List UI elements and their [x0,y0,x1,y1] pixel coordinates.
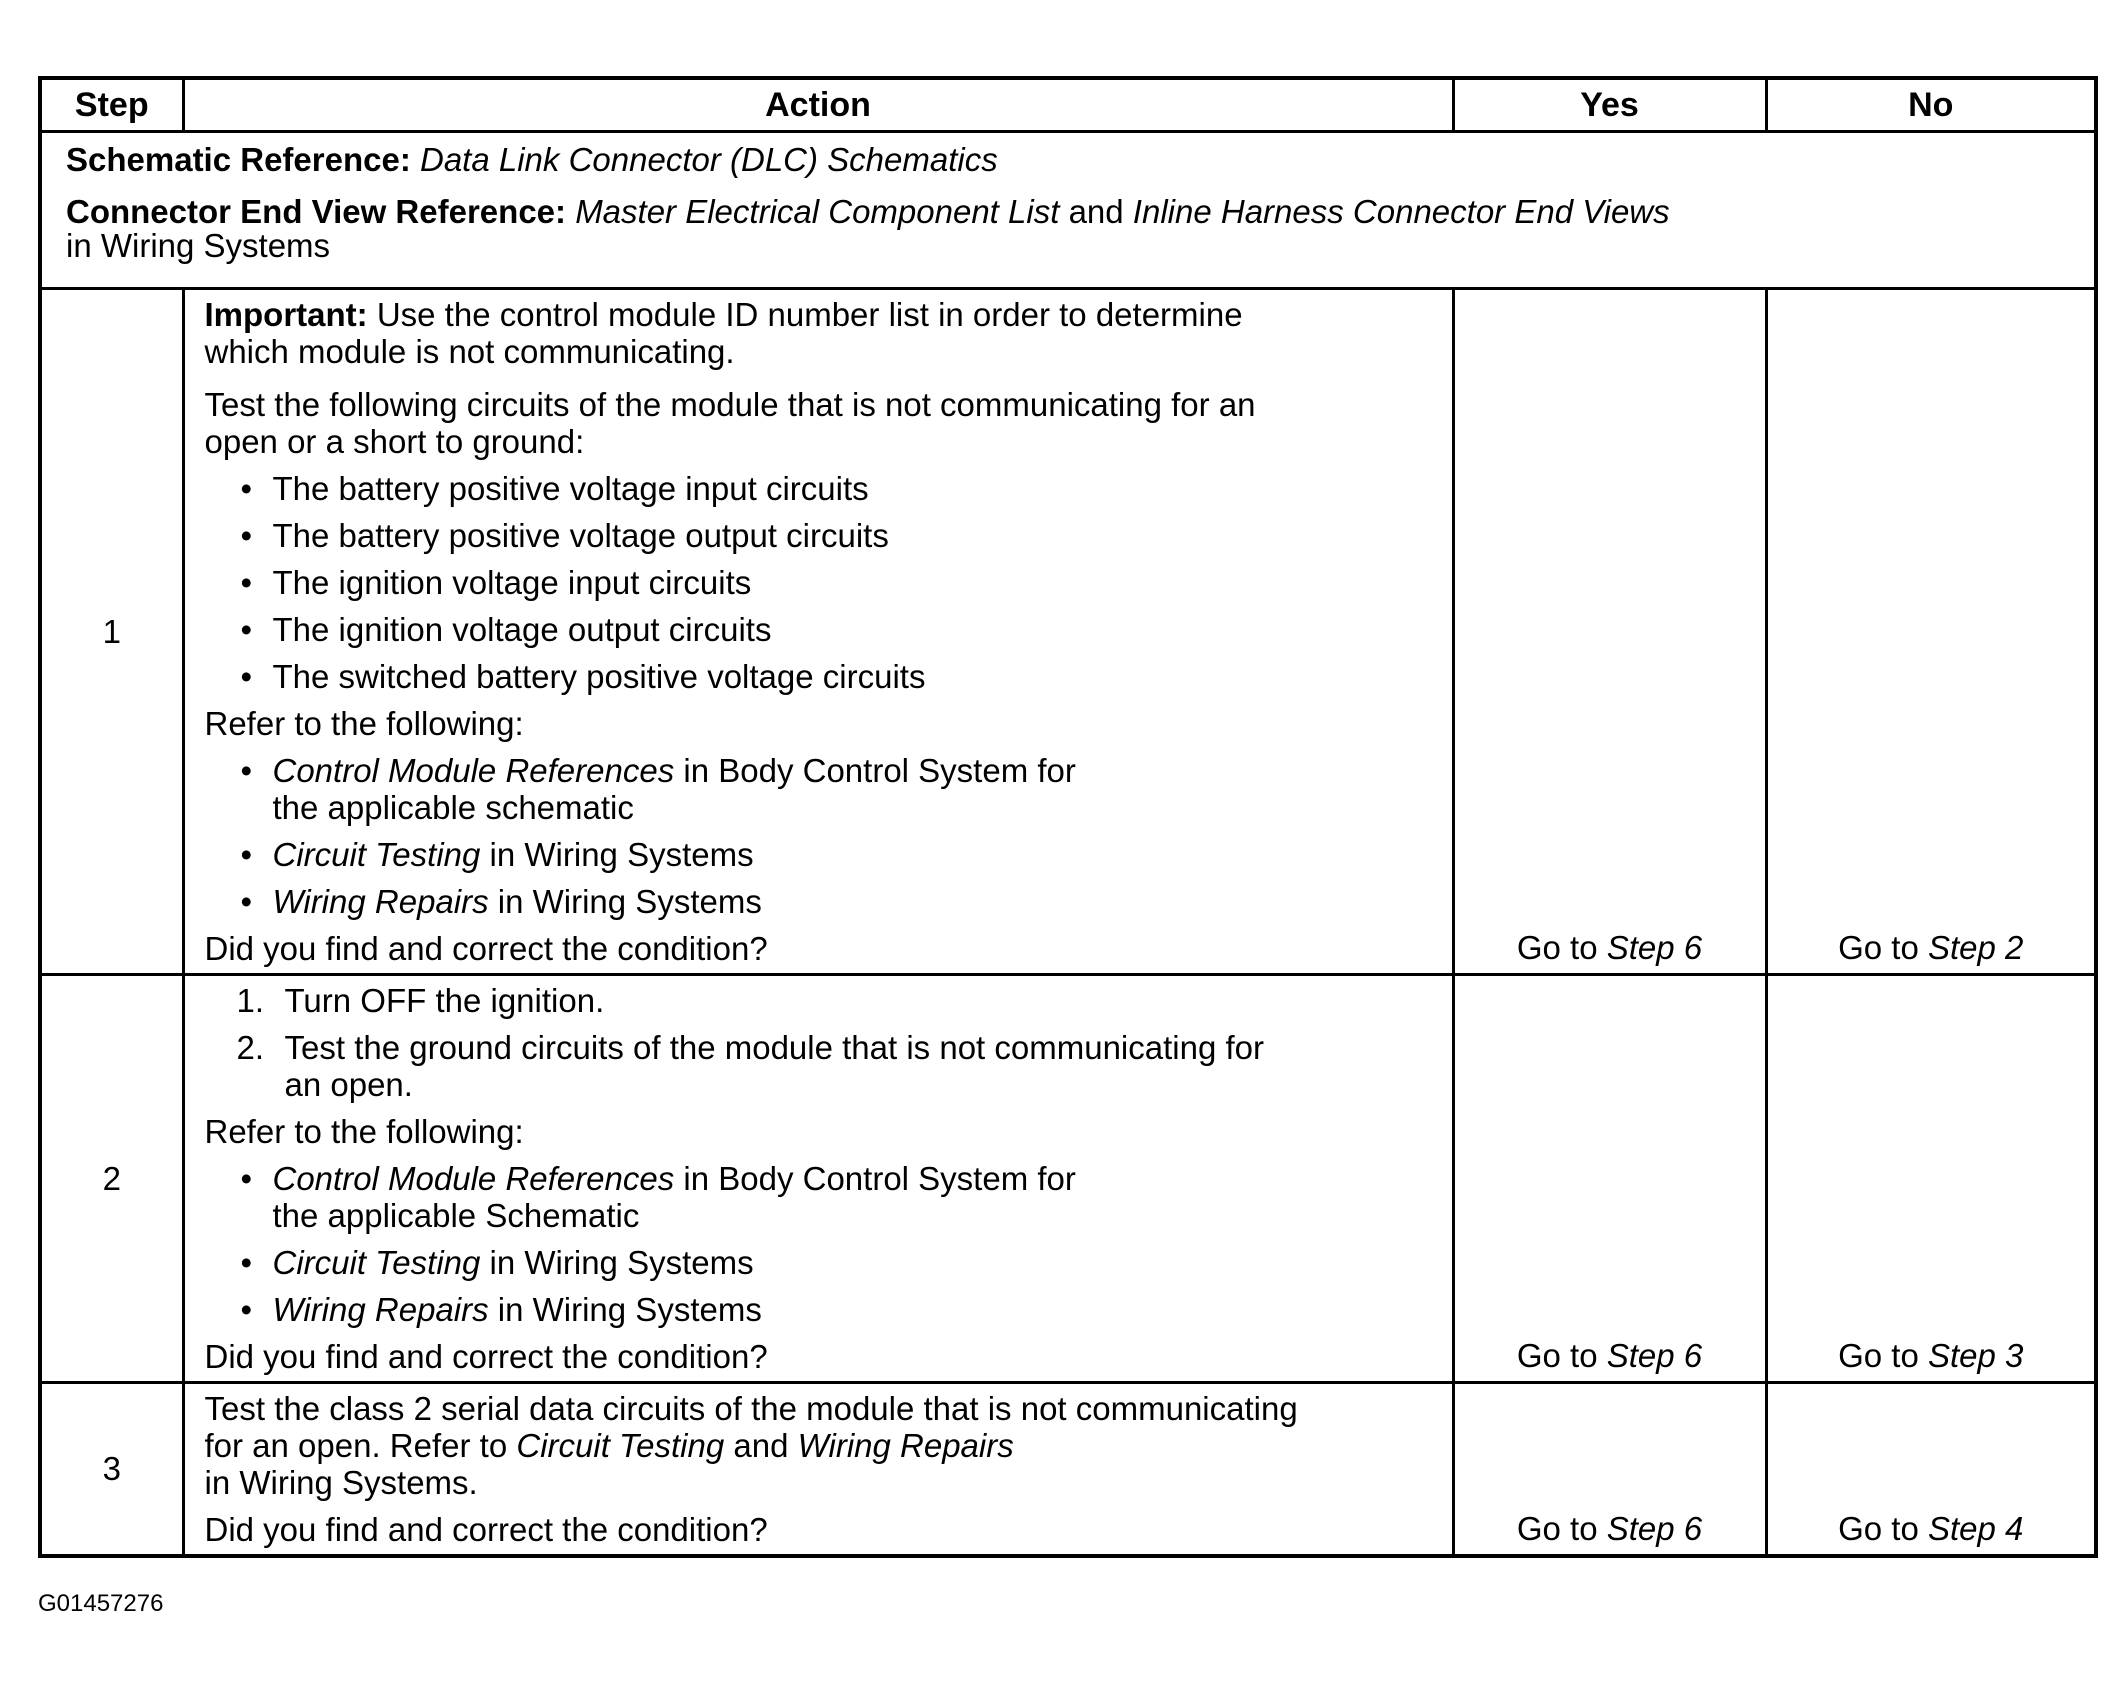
bullet-icon: • [240,1291,253,1328]
bullet-icon: • [240,883,253,920]
yes-result: Go to Step 6 [1453,975,1766,1383]
schematic-reference [66,141,2070,179]
important-label: Important: [204,296,368,333]
no-result: Go to Step 4 [1766,1383,2096,1557]
schematic-reference-value: Data Link Connector (DLC) Schematics [420,141,998,178]
list-item: • Circuit Testing in Wiring Systems [240,836,754,873]
list-item: • The ignition voltage input circuits [240,564,752,601]
bullet-icon: • [240,836,253,873]
diagnostic-table [38,76,2098,1558]
test-intro: Test the following circuits of the module that is not communicating for an [204,386,1256,423]
numbered-item: 2. Test the ground circuits of the module that is not communicating for [236,1029,1264,1066]
bullet-icon: • [240,517,253,554]
reference-link-text: Circuit Testing [516,1427,725,1464]
refer-intro: Refer to the following: [204,705,524,742]
step-number: 3 [40,1383,183,1557]
reference-row [40,132,2096,289]
reference-link-text: Circuit Testing [272,1244,481,1281]
list-item: • The ignition voltage output circuits [240,611,772,648]
step-question: Did you find and correct the condition? [204,930,768,967]
refer-intro: Refer to the following: [204,1113,524,1150]
bullet-icon: • [240,611,253,648]
list-item: • Wiring Repairs in Wiring Systems [240,883,762,920]
important-text: Use the control module ID number list in order to determine [376,296,1243,333]
reference-link-text: Wiring Repairs [797,1427,1014,1464]
bullet-icon: • [240,470,253,507]
step-row-1 [40,289,2096,975]
bullet-icon: • [240,1160,253,1197]
reference-link-text: Control Module References [272,752,675,789]
step-text: for an open. Refer to Circuit Testing and Wiring Repairs [204,1427,1014,1464]
header-no: No [1766,78,2096,132]
step-action [183,975,1453,1383]
no-result: Go to Step 3 [1766,975,2096,1383]
reference-link-text: Control Module References [272,1160,675,1197]
reference-link-text: Wiring Repairs [272,1291,489,1328]
bullet-icon: • [240,564,253,601]
test-intro-cont: open or a short to ground: [204,423,585,460]
list-item: • Circuit Testing in Wiring Systems [240,1244,754,1281]
bullet-icon: • [240,1244,253,1281]
step-row-2 [40,975,2096,1383]
list-item: • Control Module References in Body Control System for [240,752,1076,789]
no-result: Go to Step 2 [1766,289,2096,975]
header-step: Step [40,78,183,132]
list-item: • Control Module References in Body Control System for [240,1160,1076,1197]
step-question: Did you find and correct the condition? [204,1511,768,1548]
numbered-item: 1. Turn OFF the ignition. [236,982,605,1019]
header-row [40,78,2096,132]
figure-id: G01457276 [38,1590,164,1617]
list-item-cont: the applicable Schematic [272,1197,640,1234]
yes-result: Go to Step 6 [1453,1383,1766,1557]
bullet-icon: • [240,752,253,789]
list-item-cont: the applicable schematic [272,789,634,826]
connector-reference-value-2: Inline Harness Connector End Views [1132,193,1670,230]
step-text: Test the class 2 serial data circuits of the module that is not communicating [204,1390,1298,1427]
connector-reference-label: Connector End View Reference: [66,193,567,230]
header-action: Action [183,78,1453,132]
connector-reference-and: and [1068,193,1124,230]
step-text: in Wiring Systems. [204,1464,478,1501]
connector-reference [66,193,2070,231]
step-action [183,289,1453,975]
connector-reference-value-1: Master Electrical Component List [575,193,1060,230]
connector-reference-suffix: in Wiring Systems [66,227,331,264]
bullet-icon: • [240,658,253,695]
schematic-reference-label: Schematic Reference: [66,141,411,178]
list-item: • The switched battery positive voltage circuits [240,658,926,695]
diagnostic-table-container [38,76,2094,1558]
important-text-cont: which module is not communicating. [204,333,735,370]
numbered-item-cont: an open. [284,1066,413,1103]
step-number: 1 [40,289,183,975]
list-item: • The battery positive voltage input circuits [240,470,869,507]
header-yes: Yes [1453,78,1766,132]
list-item: • The battery positive voltage output circuits [240,517,889,554]
reference-link-text: Wiring Repairs [272,883,489,920]
reference-cell [40,132,2096,289]
step-action [183,1383,1453,1557]
yes-result: Go to Step 6 [1453,289,1766,975]
reference-link-text: Circuit Testing [272,836,481,873]
step-row-3 [40,1383,2096,1557]
important-note [205,296,1432,333]
list-item: • Wiring Repairs in Wiring Systems [240,1291,762,1328]
step-number: 2 [40,975,183,1383]
step-question: Did you find and correct the condition? [204,1338,768,1375]
